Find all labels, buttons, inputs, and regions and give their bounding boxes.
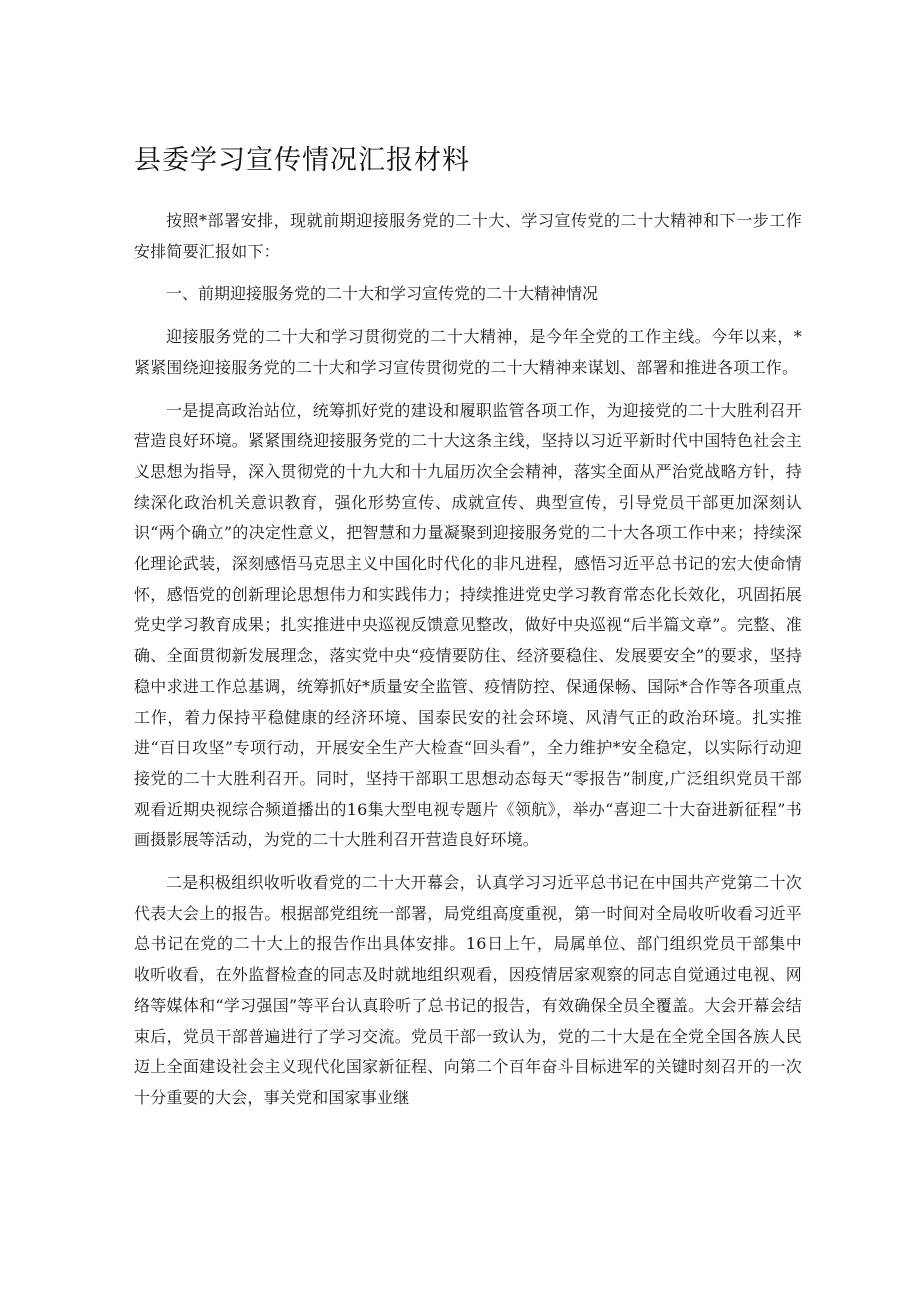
- body-paragraph-1: 迎接服务党的二十大和学习贯彻党的二十大精神，是今年全党的工作主线。今年以来，*紧紧围绕迎接服务党的二十大和学习宣传贯彻党的二十大精神来谋划、部署和推进各项工作。: [134, 327, 802, 377]
- body-paragraph-3: 二是积极组织收听收看党的二十大开幕会，认真学习习近平总书记在中国共产党第二十次代表大会上的报告。根据部党组统一部署，局党组高度重视，第一时间对全局收听收看习近平总书记在党的二十大上的报告作出具体安排。16日上午，局属单位、部门组织党员干部集中收听收看，在外监督检查的同志及时就地组织观看，因疫情居家观察的同志自觉通过电视、网络等媒体和“学习强国”等平台认真聆听了总书记的报告，有效确保全员全覆盖。大会开幕会结束后，党员干部普遍进行了学习交流。党员干部一致认为，党的二十大是在全党全国各族人民迈上全面建设社会主义现代化国家新征程、向第二个百年奋斗目标进军的关键时刻召开的一次十分重要的大会，事关党和国家事业继: [134, 873, 802, 1107]
- document-page: [134, 138, 802, 1126]
- document-title: 县委学习宣传情况汇报材料: [134, 145, 470, 176]
- section-heading: 一、前期迎接服务党的二十大和学习宣传党的二十大精神情况: [166, 284, 599, 304]
- intro-paragraph: 按照*部署安排，现就前期迎接服务党的二十大、学习宣传党的二十大精神和下一步工作安排简要汇报如下：: [134, 211, 802, 261]
- body-paragraph-2: 一是提高政治站位，统筹抓好党的建设和履职监管各项工作，为迎接党的二十大胜利召开营造良好环境。紧紧围绕迎接服务党的二十大这条主线，坚持以习近平新时代中国特色社会主义思想为指导，深入贯彻党的十九大和十九届历次全会精神，落实全面从严治党战略方针，持续深化政治机关意识教育，强化形势宣传、成就宣传、典型宣传，引导党员干部更加深刻认识“两个确立”的决定性意义，把智慧和力量凝聚到迎接服务党的二十大各项工作中来；持续深化理论武装，深刻感悟马克思主义中国化时代化的非凡进程，感悟习近平总书记的宏大使命情怀，感悟党的创新理论思想伟力和实践伟力；持续推进党史学习教育常态化长效化，巩固拓展党史学习教育成果；扎实推进中央巡视反馈意见整改，做好中央巡视“后半篇文章”。完整、准确、全面贯彻新发展理念，落实党中央“疫情要防住、经济要稳住、发展要安全”的要求，坚持稳中求进工作总基调，统筹抓好*质量安全监管、疫情防控、保通保畅、国际*合作等各项重点工作，着力保持平稳健康的经济环境、国泰民安的社会环境、风清气正的政治环境。扎实推进“百日攻坚”专项行动，开展安全生产大检查“回头看”，全力维护*安全稳定，以实际行动迎接党的二十大胜利召开。同时，坚持干部职工思想动态每天“零报告”制度,广泛组织党员干部观看近期央视综合频道播出的16集大型电视专题片《领航》，举办“喜迎二十大奋进新征程”书画摄影展等活动，为党的二十大胜利召开营造良好环境。: [134, 400, 802, 850]
